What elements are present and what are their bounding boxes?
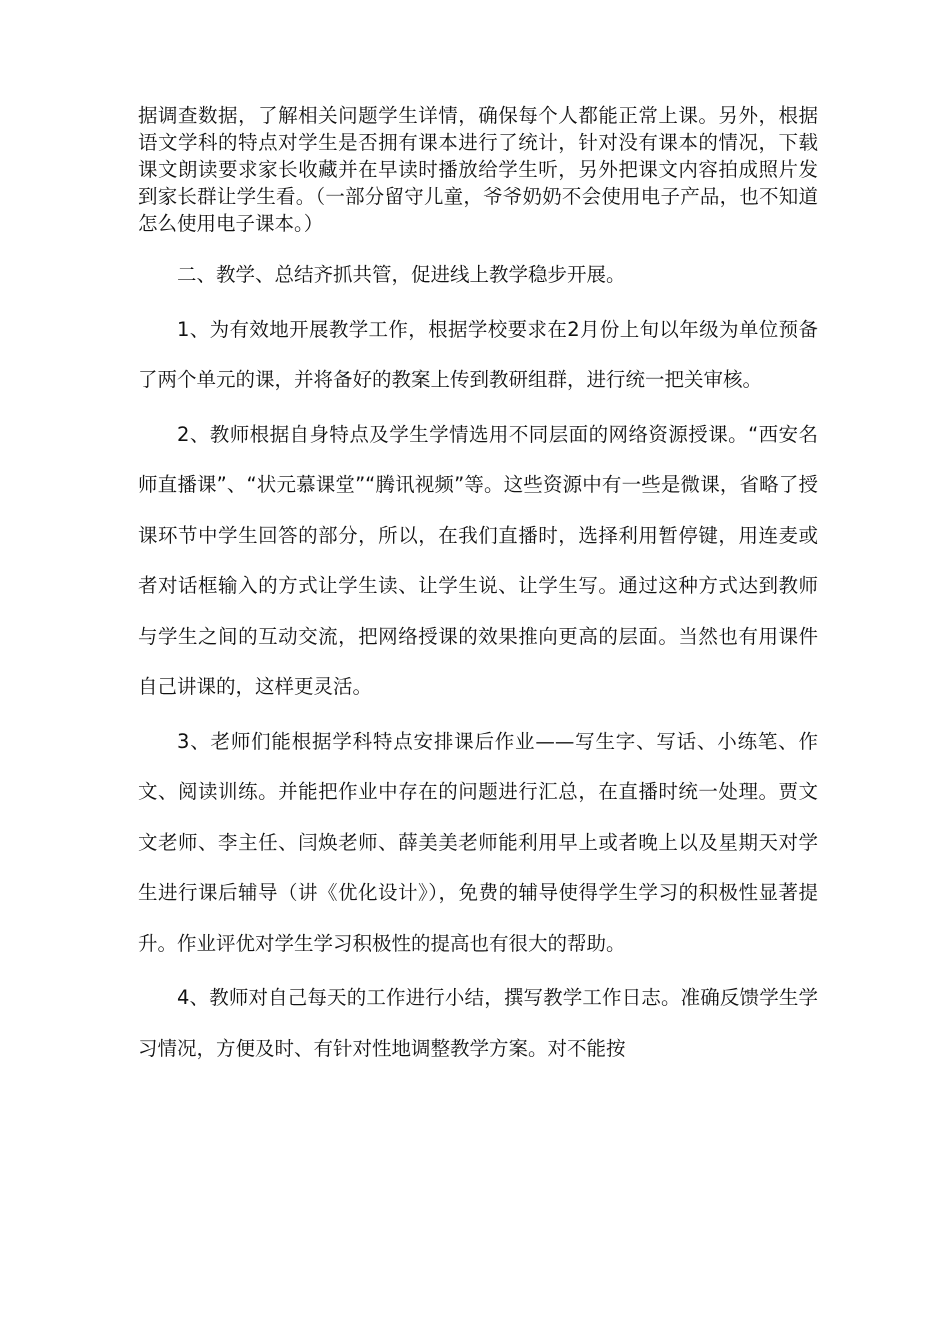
paragraph-item-4: 4、教师对自己每天的工作进行小结，撰写教学工作日志。准确反馈学生学习情况，方便及时、有针对性地调整教学方案。对不能按 (138, 986, 818, 1060)
paragraph-item-2: 2、教师根据自身特点及学生学情选用不同层面的网络资源授课。“西安名师直播课”、“状元慕课堂”“腾讯视频”等。这些资源中有一些是微课，省略了授课环节中学生回答的部分，所以，在我们直播时，选择利用暂停键，用连麦或者对话框输入的方式让学生读、让学生说、让学生写。通过这种方式达到教师与学生之间的互动交流，把网络授课的效果推向更高的层面。当然也有用课件自己讲课的，这样更灵活。 (138, 422, 818, 698)
paragraph-item-1: 1、为有效地开展教学工作，根据学校要求在2月份上旬以年级为单位预备了两个单元的课，并将备好的教案上传到教研组群，进行统一把关审核。 (138, 317, 818, 391)
paragraph-survey-continuation: 据调查数据，了解相关问题学生详情，确保每个人都能正常上课。另外，根据语文学科的特点对学生是否拥有课本进行了统计，针对没有课本的情况，下载课文朗读要求家长收藏并在早读时播放给学生听，另外把课文内容拍成照片发到家长群让学生看。（一部分留守儿童，爷爷奶奶不会使用电子产品，也不知道怎么使用电子课本。） (138, 104, 818, 235)
paragraph-item-3: 3、老师们能根据学科特点安排课后作业——写生字、写话、小练笔、作文、阅读训练。并能把作业中存在的问题进行汇总，在直播时统一处理。贾文文老师、李主任、闫焕老师、薛美美老师能利用早上或者晚上以及星期天对学生进行课后辅导（讲《优化设计》），免费的辅导使得学生学习的积极性显著提升。作业评优对学生学习积极性的提高也有很大的帮助。 (138, 729, 818, 955)
document-page (138, 102, 818, 1074)
section-heading-teaching: 二、教学、总结齐抓共管，促进线上教学稳步开展。 (177, 263, 626, 286)
